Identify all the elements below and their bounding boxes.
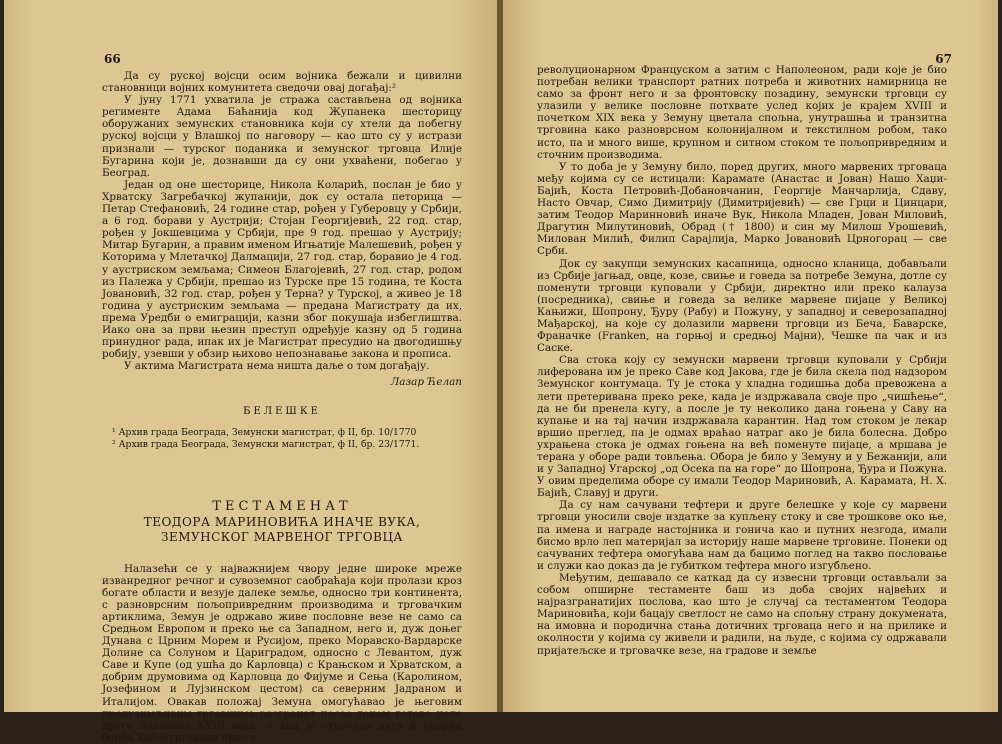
right-page: [503, 0, 998, 712]
footnote: ² Архив града Београда, Земунски магистрат, ф II, бр. 23/1771.: [112, 438, 420, 450]
paragraph: револуционарном Француском а затим с Наполеоном, ради које је био потребан велики транспорт ратних потреба и животних намирница не само за фронт него и за фронтовску позадину, земунски трговци су улазили у велике пословне потхвате услед којих је крајем XVIII и почетком XIX века у Земуну цветала спољна, унутрашња и транзитна трговина како разноврсном колонијалном и текстилном робом, тако исто, па и много више, крупном и ситном стоком те пољопривредним и сточним производима.: [537, 64, 947, 161]
right-page-body: [537, 64, 947, 657]
footnote: ¹ Архив града Београда, Земунски магистрат, ф II, бр. 10/1770: [112, 426, 417, 438]
paragraph: Сва стока коју су земунски марвени трговци куповали у Србији лиферована им је преко Саве код Јакова, где је била скела под надзором Земунског контумаца. Ту је стока у хладна годишња доба превожена а лети претеривана преко реке, када је издржавала своје про „чишћење“, да не би пренела кугу, а после је ту неколико дана гоњена у Саву на купање и на тај начин издржавала карантин. Над том стоком је лекар вршио преглед, па је одмах враћао натраг ако је била болесна. Добро ухрањена стока је одмах гоњена на већ поменуте пијаце, а мршава је терана у оборе ради товљења. Обора је било у Земуну и у Бежанији, али и у Западној Угарској „од Осека па на горе“ до Шопрона, Ђура и Пожуна. У овим пределима оборе су имали Теодор Мариновић, А. Карамата, Н. Х. Бајић, Славуј и други.: [537, 354, 947, 500]
notes-heading: БЕЛЕШКЕ: [243, 406, 321, 418]
article-title: [102, 499, 462, 545]
paragraph: Један од оне шесторице, Никола Коларић, послан је био у Хрватску Загребачкој жупанији, док су остала петорица — Петар Стефановић, 24 године стар, рођен у Губеровцу у Србији, а 6 год. борави у Аустрији; Стојан Георгијевић, 22 год. стар, рођен у Јокшевцима у Србији, пре 9 год. прешао у Аустрију; Митар Бугарин, а правим именом Игњатије Малешевић, рођен у Которима у Млетачкој Далмацији, 27 год. стар, боравио је 4 год. у аустриском земљама; Симеон Благојевић, 27 год. стар, родом из Палежа у Србији, прешао из Турске пре 15 година, те Коста Јовановић, 32 год. стар, рођен у Терна? у Турској, а живео је 18 година у аустриским земљама — предана Магистрату да их, према Уредби о емиграцији, казни због покушаја избеглиштва. Иако она за први њезин преступ одређује казну од 5 година принудног рада, ипак их је Магистрат пресудио на двогодишњу робију, узевши у обзир њихово непознавање закона и прописа.: [102, 178, 462, 361]
author-signature: Лазар Ћелап: [390, 376, 462, 389]
paragraph: У јуну 1771 ухватила је стража састављена од војника регименте Адама Баћанија код Жупанека шесторицу оборужаних земунских становника који су хтели да побегну руској војсци у Влашкој по наговору — као што су у истрази признали — турског поданика и земунског трговца Илије Бугарина који је, дознавши да су они ухваћени, побегао у Београд.: [102, 94, 462, 179]
paragraph: Међутим, дешавало се каткад да су извесни трговци остављали за собом опширне тестаменте баш из доба својих највећих и најразгранатијих послова, као што је случај са тестаментом Теодора Мариновића, који бацају светлост не само на спољну страну докумената, на имовна и породична стања дотичних трговаца него и на прилике и околности у којима су живели и радили, на људе, с којима су одржавали пријатељске и трговачке везе, на градове и земље: [537, 571, 947, 657]
footnotes: [102, 427, 462, 451]
article-title-line: ТЕОДОРА МАРИНОВИЋА ИНАЧЕ ВУКА,: [143, 514, 421, 529]
left-page-body: [102, 70, 462, 744]
page-number: 66: [104, 52, 121, 66]
page-number: 67: [935, 52, 952, 66]
article-title-line: ТЕСТАМЕНАТ: [212, 498, 352, 514]
paragraph: Док су закупци земунских касапница, односно кланица, добављали из Србије јагњад, овце, козе, свиње и говеда за потребе Земуна, дотле су поменути трговци куповали у Србији, директно или преко калауза (посредника), свиње и говеда за велике марвене пијаце у Великој Кањижи, Шопрону, Ђуру (Рабу) и Пожуну, у западној и северозападној Мађарској, на које су долазили марвени трговци из Беча, Баварске, Франачке (Franken, на горњој и средњој Мајни), Чешке па чак и из Саске.: [537, 257, 947, 355]
paragraph: Да су нам сачувани тефтери и друге белешке у које су марвени трговци уносили своје издатке за купљену стоку и све трошкове око ње, па имена и награде настојника и гонича као и путних незгода, имали бисмо врло леп материјал за историју наше марвене трговине. Понеки од сачуваних тефтера омогућава нам да бацимо поглед на такво пословање и служи као доказ да је губитком тефтера много изгубљено.: [537, 499, 947, 572]
left-page: [4, 0, 499, 744]
article-title-line: ЗЕМУНСКОГ МАРВЕНОГ ТРГОВЦА: [160, 529, 404, 544]
paragraph: У то доба је у Земуну било, поред других, много марвених трговаца међу којима су се истицали: Карамате (Анастас и Јован) Нашо Хаџи-Бајић, Коста Петровић-Добановчанин, Георгије Манчарлија, Сдаву, Насто Овчар, Симо Димитрију (Димитријевић) — све Грци и Цинцари, затим Теодор Маринновић иначе Вук, Никола Младен, Јован Миловић, Драгутин Милутиновић, Обрад († 1800) и син му Милош Урошевић, Милован Милић, Филип Сарајлија, Марко Јовановић Црногорац — све Срби.: [537, 160, 947, 258]
paragraph: У актима Магистрата нема ништа даље о том догађају.: [124, 360, 430, 373]
article-paragraph: Налазећи се у најважнијем чвору једне широке мреже изванредног речног и сувоземног саобраћаја који пролази кроз богате области и везује далеке земље, односно три континента, с разноврсним пољопривредним производима и трговачким артиклима, Земун је одржаво живе пословне везе не само са Средњом Европом и преко ње са Западном, него и, дуж доњег Дунава с Црним Морем и Русијом, преко Моравско-Вардарске Долине са Солуном и Цариградом, односно с Левантом, дуж Саве и Купе (од ушћа до Карловца) с Крањском и Хрватском, а добрим друмовима од Карловца до Фијуме и Сења (Каролином, Јозефином и Лујзинском цестом) са северним Јадраном и Италијом. Овакав положај Земуна омогућавао је његовим предузимљивим трговцима разгранат посао током готово целе друге половине XVIII века. А кад је отпочела дуга и упорна борба Хабзбурговаца прво с: [102, 562, 462, 744]
paragraph: Да су руској војсци осим војника бежали и цивилни становници војних комунитета сведочи овај догађај:²: [102, 70, 462, 95]
